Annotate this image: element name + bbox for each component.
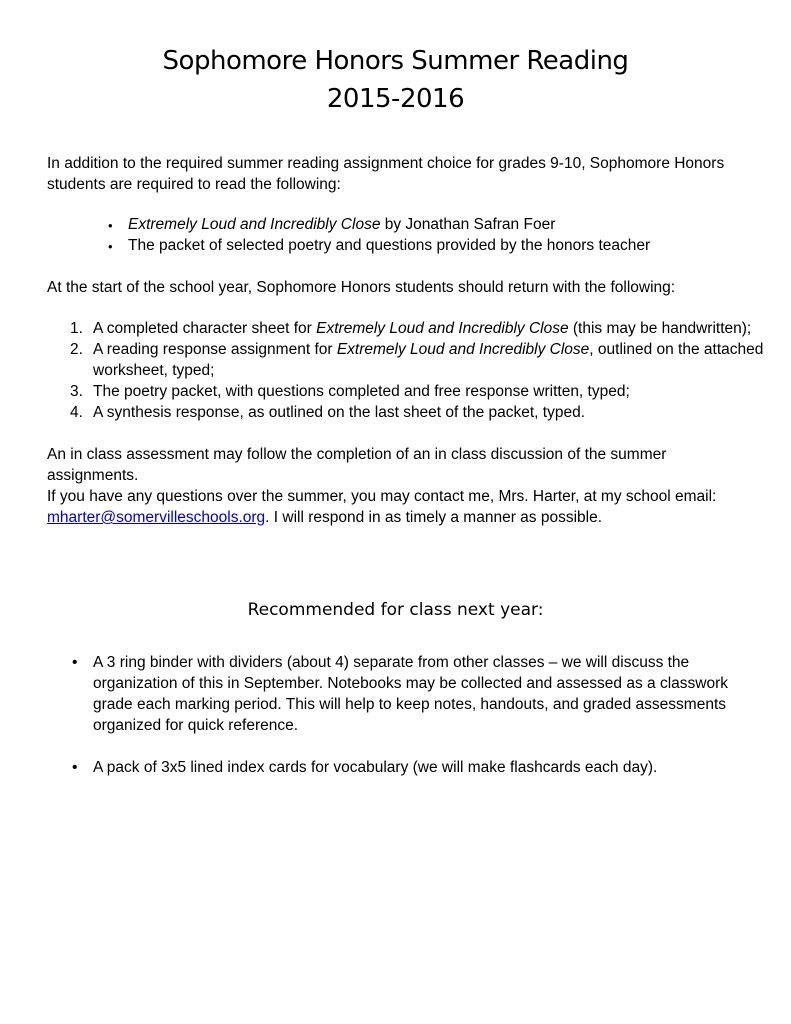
assessment-paragraph: An in class assessment may follow the completion of an in class discussion of the summer assignments.	[47, 446, 667, 484]
document-title: Sophomore Honors Summer Reading	[162, 46, 629, 76]
document-year: 2015-2016	[326, 84, 465, 114]
reading-item-1	[128, 214, 555, 235]
intro-paragraph: In addition to the required summer reading assignment choice for grades 9-10, Sophomore Honors students are required to read the following:	[47, 155, 725, 193]
return-item-2: A reading response assignment for Extremely Loud and Incredibly Close, outlined on the attached	[93, 341, 764, 358]
recommended-item-2: A pack of 3x5 lined index cards for vocabulary (we will make flashcards each day).	[93, 759, 658, 776]
return-item-1: A completed character sheet for Extremely Loud and Incredibly Close (this may be handwritten);	[93, 320, 752, 337]
list-number: 2.	[70, 341, 83, 358]
contact-closing: . I will respond in as timely a manner as possible.	[265, 509, 603, 526]
bullet-icon: •	[108, 218, 113, 233]
recommended-heading: Recommended for class next year:	[247, 600, 544, 620]
book-author: by Jonathan Safran Foer	[380, 216, 556, 233]
email-link[interactable]: mharter@somervilleschools.org	[47, 509, 266, 526]
list-number: 3.	[70, 383, 83, 400]
reading-item-2: The packet of selected poetry and questions provided by the honors teacher	[128, 237, 651, 254]
list-number: 4.	[70, 404, 83, 421]
contact-line: If you have any questions over the summer, you may contact me, Mrs. Harter, at my school email:	[47, 488, 717, 505]
contact-paragraph	[47, 486, 757, 528]
book-title: Extremely Loud and Incredibly Close	[128, 216, 381, 233]
return-intro-paragraph: At the start of the school year, Sophomore Honors students should return with the following:	[47, 279, 676, 296]
recommended-item-1: A 3 ring binder with dividers (about 4) separate from other classes – we will discuss the organization of this in September. Notebooks may be collected and assessed as a classwork grade each marking period. This will help to keep notes, handouts, and graded assessments organized for quick reference.	[93, 654, 728, 734]
list-number: 1.	[70, 320, 83, 337]
return-item-4: A synthesis response, as outlined on the last sheet of the packet, typed.	[93, 404, 586, 421]
return-item-3: The poetry packet, with questions completed and free response written, typed;	[93, 383, 630, 400]
bullet-icon: •	[108, 239, 113, 254]
return-item-2-continued: worksheet, typed;	[93, 362, 215, 379]
bullet-icon: •	[72, 759, 78, 776]
bullet-icon: •	[72, 654, 78, 671]
